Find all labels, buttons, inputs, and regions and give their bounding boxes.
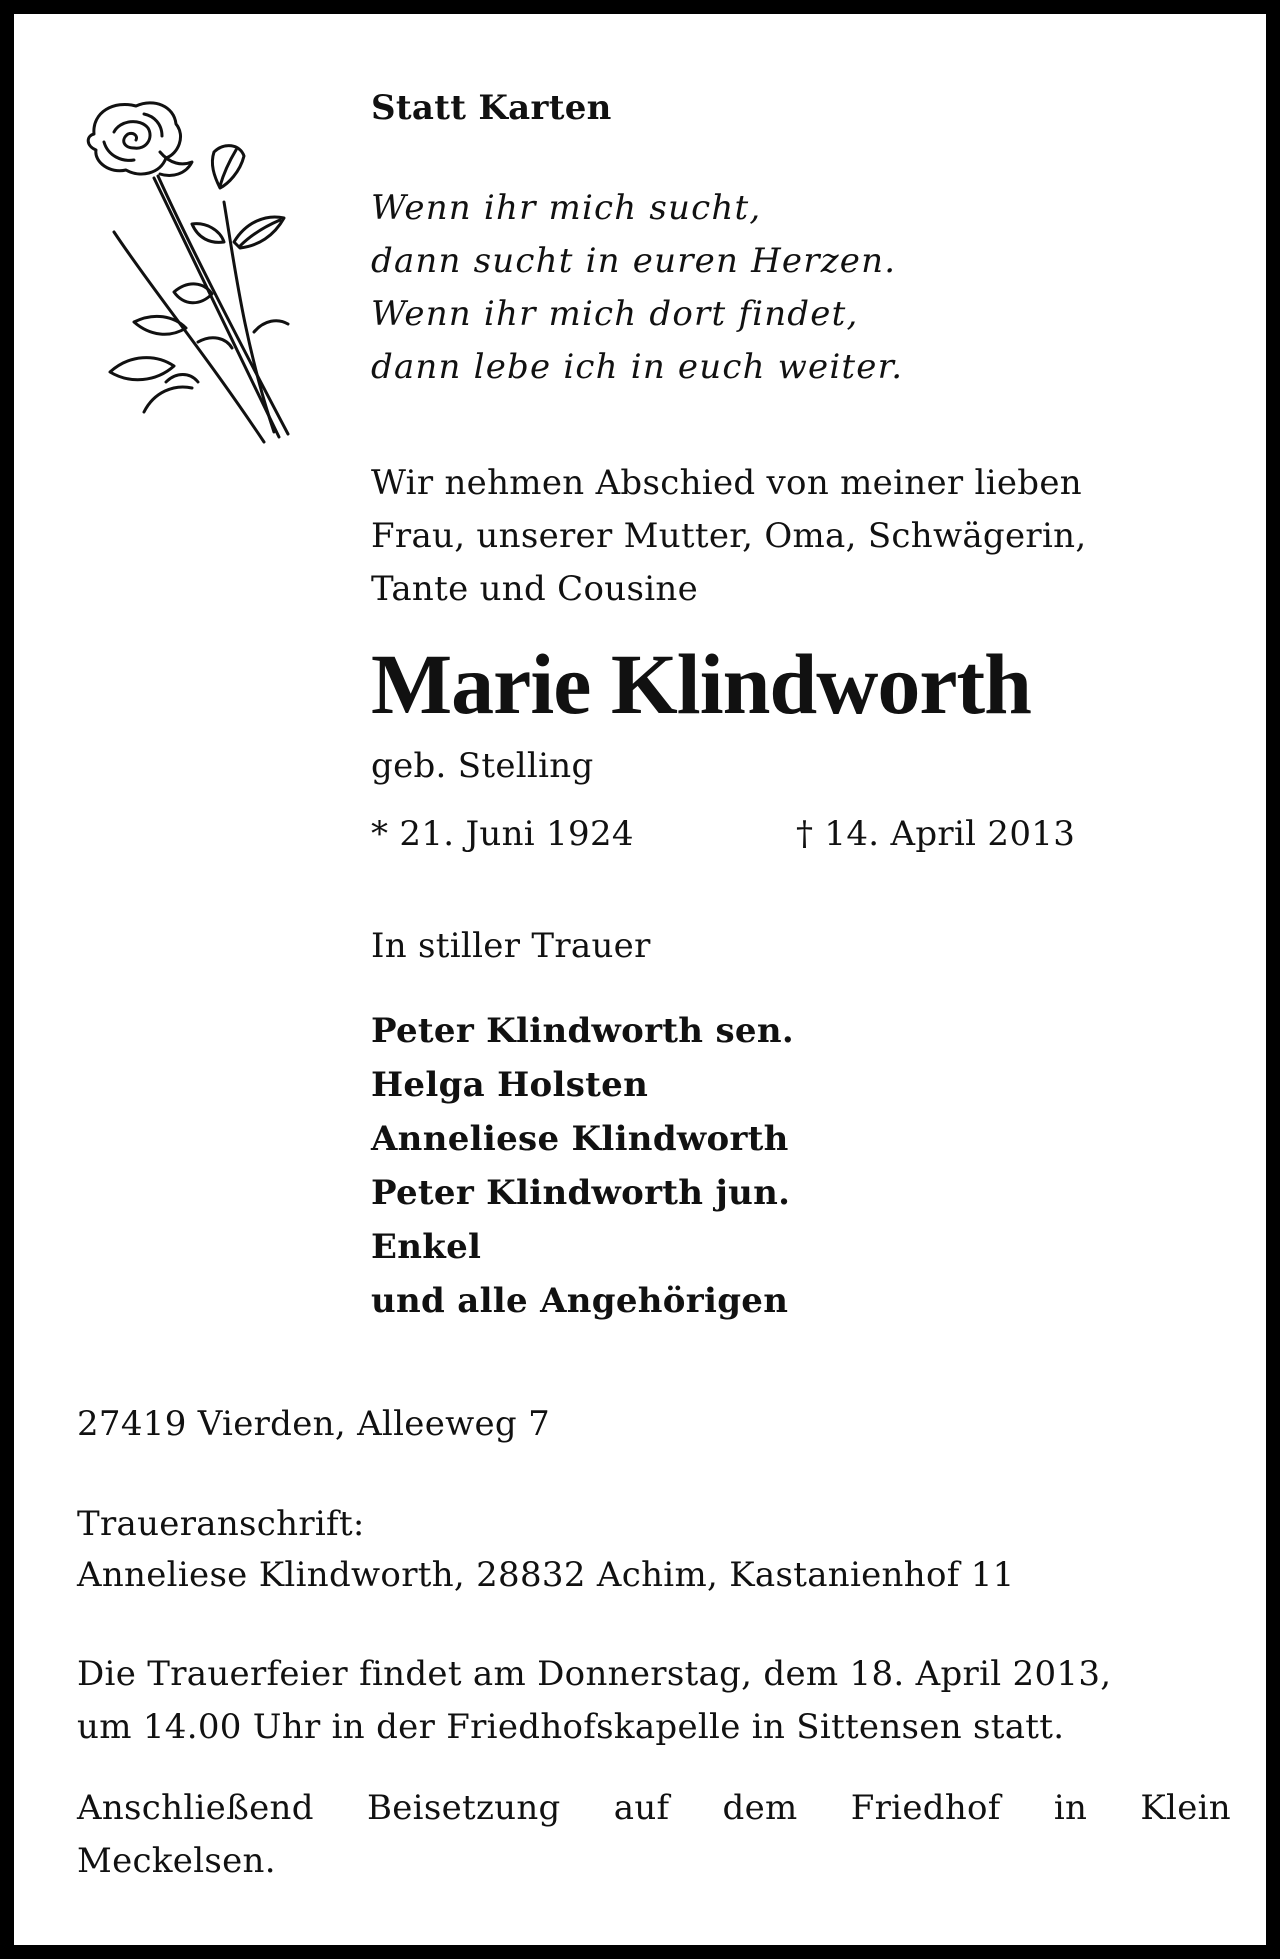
intro-line: Tante und Cousine bbox=[371, 569, 698, 609]
poem-line: Wenn ihr mich dort findet, bbox=[371, 294, 859, 334]
burial-line: Anschließend Beisetzung auf dem Friedhof in Klein bbox=[77, 1788, 1231, 1828]
service-line: um 14.00 Uhr in der Friedhofskapelle in Sittensen statt. bbox=[77, 1707, 1065, 1747]
poem-line: Wenn ihr mich sucht, bbox=[371, 188, 762, 228]
home-address: 27419 Vierden, Alleeweg 7 bbox=[77, 1404, 551, 1444]
mourner-name: Anneliese Klindworth bbox=[371, 1119, 789, 1159]
intro-line: Frau, unserer Mutter, Oma, Schwägerin, bbox=[371, 516, 1087, 556]
mourning-label: In stiller Trauer bbox=[371, 926, 651, 966]
mourners-list bbox=[371, 1004, 794, 1328]
birth-date: * 21. Juni 1924 bbox=[371, 814, 634, 854]
mourner-name: Peter Klindworth sen. bbox=[371, 1011, 794, 1051]
poem-line: dann lebe ich in euch weiter. bbox=[371, 347, 904, 387]
rose-icon bbox=[74, 92, 324, 452]
mourner-name: Helga Holsten bbox=[371, 1065, 649, 1105]
header-label: Statt Karten bbox=[371, 88, 612, 128]
condolence-line: Anneliese Klindworth, 28832 Achim, Kastanienhof 11 bbox=[77, 1555, 1015, 1595]
intro-line: Wir nehmen Abschied von meiner lieben bbox=[371, 463, 1082, 503]
death-date: † 14. April 2013 bbox=[796, 814, 1076, 854]
mourner-name: Peter Klindworth jun. bbox=[371, 1173, 791, 1213]
condolence-label: Traueranschrift: bbox=[77, 1504, 365, 1544]
mourner-name: Enkel bbox=[371, 1227, 482, 1267]
service-line: Die Trauerfeier findet am Donnerstag, dem 18. April 2013, bbox=[77, 1654, 1112, 1694]
deceased-name: Marie Klindworth bbox=[371, 636, 1031, 732]
burial-info bbox=[77, 1782, 1231, 1888]
poem-line: dann sucht in euren Herzen. bbox=[371, 241, 897, 281]
burial-line: Meckelsen. bbox=[77, 1841, 276, 1881]
poem bbox=[371, 182, 903, 394]
condolence-address bbox=[77, 1499, 1015, 1601]
intro-text bbox=[371, 457, 1086, 616]
maiden-name: geb. Stelling bbox=[371, 746, 594, 786]
mourner-name: und alle Angehörigen bbox=[371, 1281, 789, 1321]
service-info bbox=[77, 1648, 1111, 1754]
